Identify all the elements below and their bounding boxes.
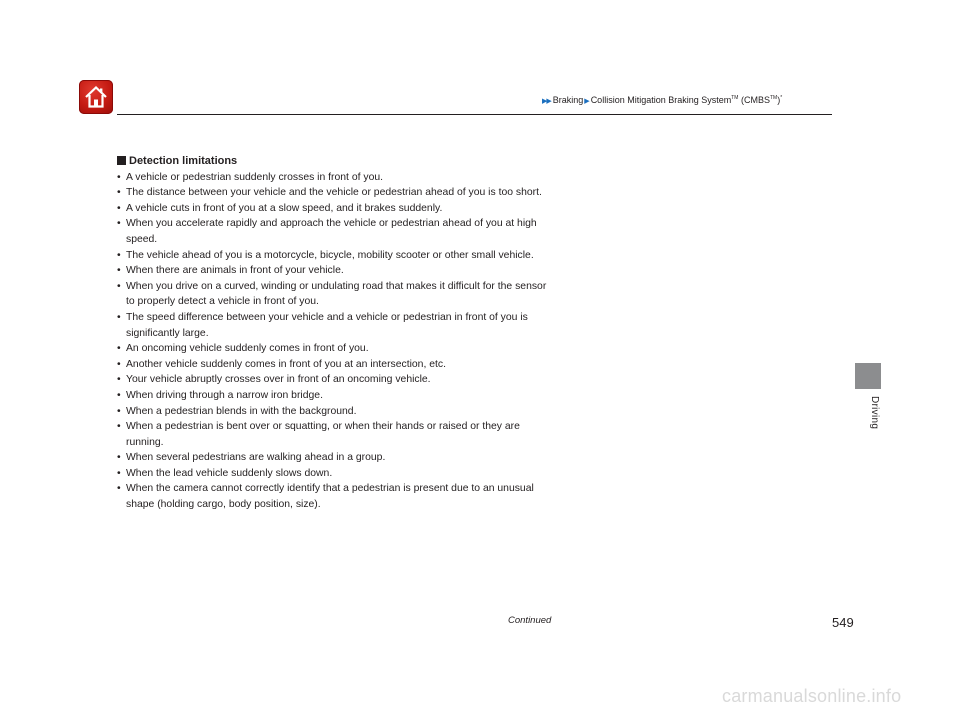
list-item: • When the camera cannot correctly identify that a pedestrian is present due to an unusual shape (holding cargo, body position, size). bbox=[117, 483, 534, 511]
list-item: • When driving through a narrow iron bridge. bbox=[117, 389, 323, 401]
chapter-tab-marker[interactable] bbox=[855, 363, 881, 389]
page-number: 549 bbox=[832, 615, 854, 630]
breadcrumb-link-braking[interactable]: Braking bbox=[552, 95, 584, 105]
list-item: • A vehicle or pedestrian suddenly crosses in front of you. bbox=[117, 171, 384, 183]
limitations-list bbox=[117, 170, 557, 513]
list-item: • An oncoming vehicle suddenly comes in front of you. bbox=[117, 343, 369, 355]
watermark: carmanualsonline.info bbox=[722, 686, 902, 706]
breadcrumb-current: Collision Mitigation Braking System™ (CMBS™)* bbox=[590, 95, 783, 105]
continued-label: Continued bbox=[508, 615, 552, 626]
list-item: • The distance between your vehicle and the vehicle or pedestrian ahead of you is too short. bbox=[117, 187, 542, 199]
breadcrumb bbox=[542, 95, 782, 105]
list-item: • When a pedestrian blends in with the background. bbox=[117, 405, 357, 417]
square-bullet-icon bbox=[117, 156, 126, 165]
list-item: • When several pedestrians are walking ahead in a group. bbox=[117, 452, 386, 464]
list-item: • When the lead vehicle suddenly slows down. bbox=[117, 467, 333, 479]
list-item: • A vehicle cuts in front of you at a slow speed, and it brakes suddenly. bbox=[117, 202, 443, 214]
breadcrumb-arrow-icon: ▶ bbox=[584, 98, 590, 105]
list-item: • When you drive on a curved, winding or undulating road that makes it difficult for the sensor to properly detect a vehicle in front of you. bbox=[117, 280, 547, 308]
home-button[interactable] bbox=[79, 80, 113, 114]
list-item: • When a pedestrian is bent over or squatting, or when their hands or raised or they are running. bbox=[117, 421, 520, 448]
list-item: • Another vehicle suddenly comes in front of you at an intersection, etc. bbox=[117, 358, 446, 370]
list-item: • The speed difference between your vehicle and a vehicle or pedestrian in front of you is significantly large. bbox=[117, 311, 528, 339]
list-item: • When there are animals in front of your vehicle. bbox=[117, 265, 344, 277]
chapter-label: Driving bbox=[869, 396, 880, 430]
main-content bbox=[117, 154, 557, 513]
home-icon bbox=[83, 84, 109, 110]
breadcrumb-arrow-icon: ▶▶ bbox=[542, 98, 551, 105]
list-item: • When you accelerate rapidly and approach the vehicle or pedestrian ahead of you at high speed. bbox=[117, 218, 537, 245]
list-item: • The vehicle ahead of you is a motorcycle, bicycle, mobility scooter or other small vehicle. bbox=[117, 249, 534, 261]
list-item: • Your vehicle abruptly crosses over in front of an oncoming vehicle. bbox=[117, 374, 431, 386]
header-divider bbox=[117, 114, 832, 115]
section-heading: Detection limitations bbox=[117, 154, 557, 170]
